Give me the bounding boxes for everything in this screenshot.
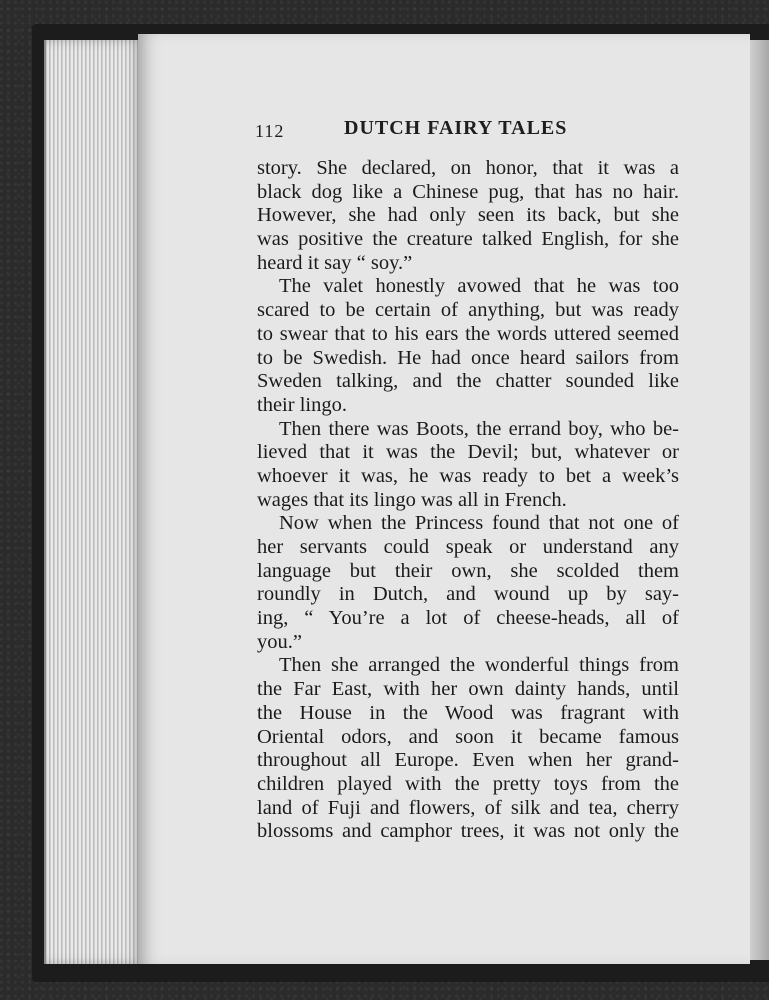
text-line: ing, “ You’re a lot of cheese-heads, all of [257, 607, 679, 630]
page-gutter [750, 40, 769, 960]
text-line: Sweden talking, and the chatter sounded like [257, 370, 679, 393]
text-line: land of Fuji and flowers, of silk and tea, cherry [257, 796, 679, 819]
text-line: black dog like a Chinese pug, that has no hair. [257, 180, 679, 203]
text-line: heard it say “ soy.” [257, 251, 413, 274]
text-line: children played with the pretty toys from the [257, 772, 679, 795]
text-line: throughout all Europe. Even when her grand- [257, 749, 679, 772]
text-line: her servants could speak or understand any [257, 536, 679, 558]
page-edges [44, 40, 142, 964]
text-line: the House in the Wood was fragrant with [257, 701, 679, 724]
text-line: lieved that it was the Devil; but, whatever or [257, 441, 679, 464]
text-line: you.” [257, 630, 302, 653]
text-line: Oriental odors, and soon it became famous [257, 725, 679, 748]
text-line: was positive the creature talked English, for she [257, 228, 679, 251]
text-line: language but their own, she scolded them [257, 559, 679, 582]
body-text [257, 157, 679, 844]
text-line: The valet honestly avowed that he was too [279, 275, 679, 298]
text-line: blossoms and camphor trees, it was not only the [257, 820, 679, 843]
running-title: DUTCH FAIRY TALES [344, 117, 568, 139]
text-line: story. She declared, on honor, that it was a [257, 157, 679, 179]
text-line: Then she arranged the wonderful things from [279, 654, 679, 677]
text-line: wages that its lingo was all in French. [257, 488, 567, 511]
text-line: scared to be certain of anything, but was ready [257, 299, 679, 322]
text-line: However, she had only seen its back, but she [257, 204, 679, 227]
text-line: Now when the Princess found that not one of [279, 512, 679, 535]
text-line: to swear that to his ears the words uttered seemed [257, 322, 679, 345]
page-number: 112 [255, 121, 285, 141]
text-line: their lingo. [257, 393, 347, 416]
text-line: the Far East, with her own dainty hands, until [257, 678, 679, 701]
text-line: to be Swedish. He had once heard sailors from [257, 346, 679, 369]
text-line: roundly in Dutch, and wound up by say- [257, 583, 679, 606]
text-line: Then there was Boots, the errand boy, who be- [279, 417, 679, 440]
text-line: whoever it was, he was ready to bet a week’s [257, 464, 679, 487]
page-header [255, 117, 679, 145]
